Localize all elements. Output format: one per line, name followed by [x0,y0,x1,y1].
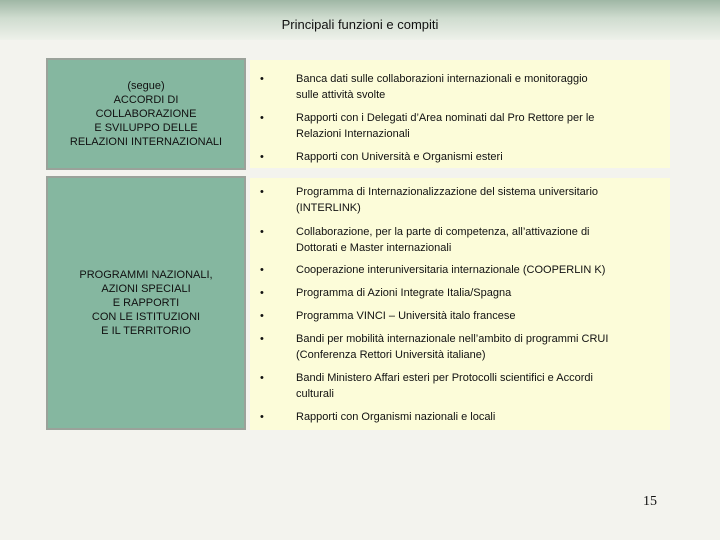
bullet: • [260,226,264,238]
list-item-text: Cooperazione interuniversitaria internazionale (COOPERLIN K) [296,264,606,276]
section-2-items [250,178,670,430]
section-1-items [250,60,670,168]
page-number: 15 [643,494,657,509]
bullet: • [260,310,264,322]
section-2-label: PROGRAMMI NAZIONALI, AZIONI SPECIALI E RAPPORTI CON LE ISTITUZIONI E IL TERRITORIO [79,269,213,337]
list-item-text: Rapporti con Università e Organismi esteri [296,151,503,163]
list-item-text: Programma di Internazionalizzazione del sistema universitario (INTERLINK) [296,186,599,214]
section-2-label-cell [48,178,244,428]
bullet: • [260,186,264,198]
bullet: • [260,287,264,299]
slide-title: Principali funzioni e compiti [281,17,439,32]
bullet: • [260,333,264,345]
bullet: • [260,112,264,124]
list-item-text: Collaborazione, per la parte di competenza, all’attivazione di Dottorati e Master internazionali [296,226,590,254]
list-item-text: Rapporti con i Delegati d’Area nominati dal Pro Rettore per le Relazioni Internazionali [296,112,595,140]
bullet: • [260,151,264,163]
list-item-text: Rapporti con Organismi nazionali e locali [296,411,496,423]
list-item-text: Banca dati sulle collaborazioni internazionali e monitoraggio sulle attività svolte [296,73,588,101]
list-item-text: Programma VINCI – Università italo francese [296,310,516,322]
bullet: • [260,411,264,423]
section-1-label: (segue) ACCORDI DI COLLABORAZIONE E SVILUPPO DELLE RELAZIONI INTERNAZIONALI [69,80,223,148]
bullet: • [260,372,264,384]
list-item-text: Bandi per mobilità internazionale nell’ambito di programmi CRUI (Conferenza Rettori Università italiane) [296,333,609,361]
list-item-text: Programma di Azioni Integrate Italia/Spagna [296,287,512,299]
bullet: • [260,264,264,276]
section-1-label-cell [48,60,244,168]
bullet: • [260,73,264,85]
list-item-text: Bandi Ministero Affari esteri per Protocolli scientifici e Accordi culturali [296,372,593,400]
